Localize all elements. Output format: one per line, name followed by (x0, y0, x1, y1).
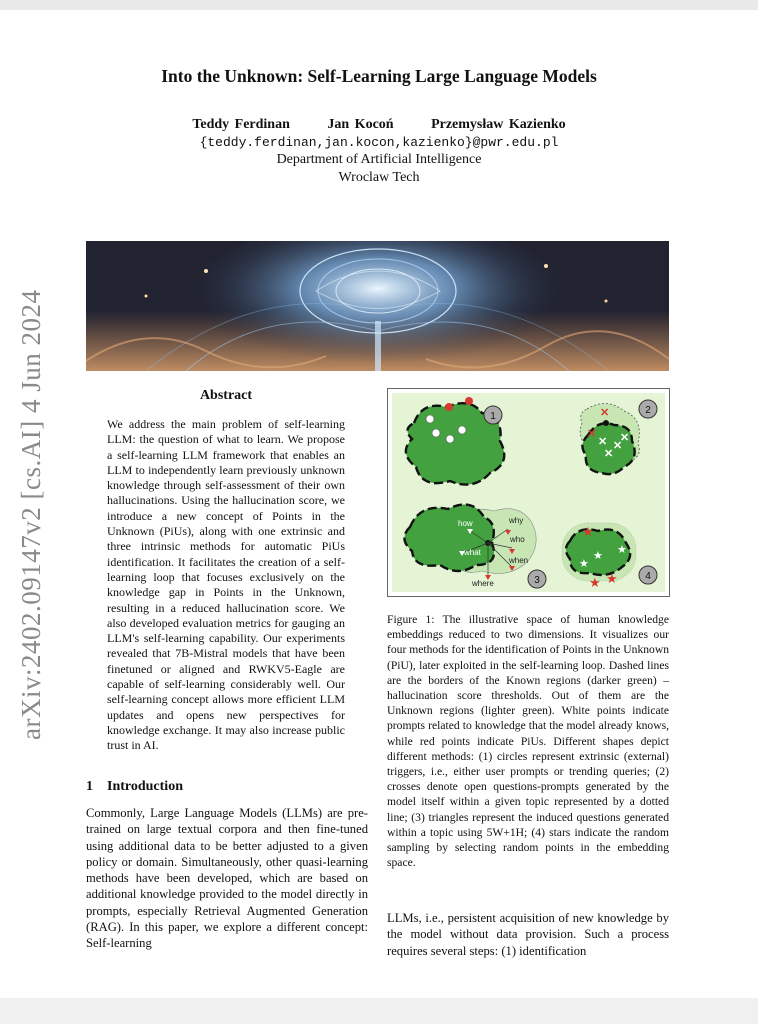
paper-title: Into the Unknown: Self-Learning Large Language Models (161, 66, 597, 86)
brain-illustration (86, 241, 669, 371)
svg-text:✕: ✕ (613, 440, 623, 452)
panel-number: 4 (645, 571, 651, 582)
known-point (446, 435, 454, 443)
svg-text:✕: ✕ (587, 428, 597, 440)
author-name: Przemysław Kazienko (431, 117, 566, 132)
knowledge-space-diagram (392, 393, 665, 592)
viewer-top-edge (0, 0, 758, 10)
svg-text:✕: ✕ (598, 436, 608, 448)
question-word-label: where (472, 579, 494, 588)
panel-number: 3 (534, 575, 540, 586)
svg-text:★: ★ (606, 572, 618, 587)
svg-text:★: ★ (593, 549, 603, 562)
author-email: {teddy.ferdinan,jan.kocon,kazienko}@pwr.edu.pl (199, 135, 559, 150)
piu-point (445, 403, 453, 411)
abstract-heading: Abstract (199, 388, 253, 403)
right-column-continuation: LLMs, i.e., persistent acquisition of new knowledge by the model without data provision. Such a process requires several steps: (1) identification (387, 911, 669, 958)
question-word-label: how (458, 519, 473, 528)
section-title: Introduction (107, 779, 183, 794)
svg-text:★: ★ (582, 525, 594, 540)
arxiv-side-stamp (16, 289, 50, 740)
svg-text:✕: ✕ (620, 432, 630, 444)
svg-text:★: ★ (579, 557, 589, 570)
svg-text:★: ★ (617, 543, 627, 556)
known-point (426, 415, 434, 423)
question-word-label: when (509, 556, 529, 565)
question-word-label: who (510, 535, 525, 544)
author-department: Department of Artificial Intelligence (276, 152, 482, 167)
piu-point (465, 397, 473, 405)
question-word-label: what (464, 548, 481, 557)
author-list (0, 117, 758, 133)
svg-text:★: ★ (589, 576, 601, 591)
author-institution: Wroclaw Tech (338, 170, 420, 185)
known-point (458, 426, 466, 434)
panel-number: 1 (490, 411, 496, 422)
svg-text:✕: ✕ (604, 448, 614, 460)
section-heading-introduction (86, 779, 183, 795)
author-name: Jan Kocoń (327, 117, 394, 132)
known-point (432, 429, 440, 437)
introduction-body: Commonly, Large Language Models (LLMs) are pre-trained on large textual corpora and then fine-tuned using additional data to be better adjusted to a given policy or domain. Simultaneously, other quasi-learning methods have been developed, which are based on additional knowledge provided to the model directly in prompts, especially Retrieval Augmented Generation (RAG). In this paper, we explore a different concept: Self-learning (86, 806, 368, 951)
question-word-label: why (509, 516, 524, 525)
brain-banner-image (86, 241, 669, 371)
panel-number: 2 (645, 405, 651, 416)
svg-text:✕: ✕ (600, 407, 610, 419)
author-name: Teddy Ferdinan (192, 117, 290, 132)
section-number: 1 (86, 779, 93, 794)
viewer-bottom-edge (0, 998, 758, 1024)
arxiv-identifier: arXiv:2402.09147v2 [cs.AI] 4 Jun 2024 (16, 289, 46, 740)
figure-1-caption: Figure 1: The illustrative space of human knowledge embeddings reduced to two dimensions. It visualizes our four methods for the identification of Points in the Unknown (PiU), later exploited in the self-learning loop. Dashed lines are the borders of the Known regions (darker green) – hallucination score thresholds. Out of them are the Unknown regions (lighter green). White points indicate prompts related to knowledge that the model already knows, while red points indicate PiUs. Different shapes depict different methods: (1) circles represent extrinsic (external) triggers, i.e., either user prompts or trending queries; (2) crosses denote open questions-prompts generated by the model itself within a given topic represented by a dotted line; (3) triangles represent the induced questions generated within a topic using 5W+1H; (4) stars indicate the random sampling by selecting random points in the embedding space. (387, 613, 669, 870)
figure-1 (387, 388, 670, 597)
abstract-body: We address the main problem of self-learning LLM: the question of what to learn. We propose a self-learning LLM framework that enables an LLM to independently learn previously unknown knowledge through self-assessment of their own hallucinations. Using the hallucination score, we introduce a new concept of Points in the Unknown (PiUs), along with one extrinsic and three intrinsic methods for automatic PiUs identification. It facilitates the creation of a self-learning loop that focuses exclusively on the knowledge gap in Points in the Unknown, resulting in a reduced hallucination score. We also developed evaluation metrics for gauging an LLM's self-learning capability. Our experiments revealed that 7B-Mistral models that have been finetuned or aligned and RWKV5-Eagle are capable of self-learning considerably well. Our self-learning concept allows more efficient LLM updates and opens new perspectives for knowledge exchange. It may also increase public trust in AI. (107, 417, 345, 753)
